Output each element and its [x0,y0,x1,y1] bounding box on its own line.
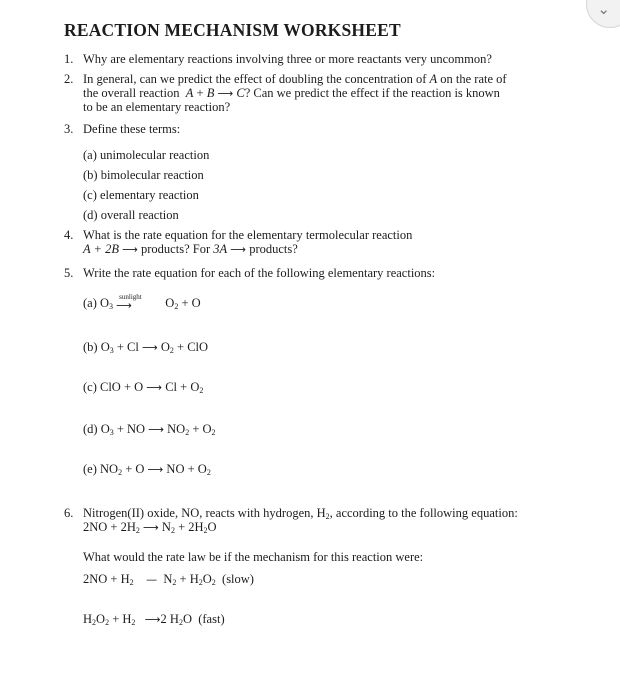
question-6-line-1: Nitrogen(II) oxide, NO, reacts with hydrogen, $H_2$, according to the following equation: [83,506,518,521]
chevron-down-icon[interactable]: ⌄ [597,0,610,18]
question-3-number: 3. [64,122,74,136]
question-5-number: 5. [64,266,74,280]
page-title: REACTION MECHANISM WORKSHEET [64,20,401,40]
mechanism-step-2: $H_2O_2 + H_2$ ⟶2 $H_2O$ (fast) [83,612,225,627]
question-1-number: 1. [64,52,74,66]
reaction-c: (c) ClO + O ⟶ $Cl + O_2$ [83,380,204,395]
reaction-b: (b) $O_3 + Cl$ ⟶ $O_2$ + ClO [83,340,209,355]
question-6-equation: $2NO + 2H_2$ ⟶ $N_2 + 2H_2O$ [83,520,217,535]
question-2-line-2: the overall reaction A + B ⟶ C? Can we predict the effect if the reaction is known [83,86,500,100]
reaction-arrow: ⟶ [230,243,247,256]
reaction-d: (d) $O_3$ + NO ⟶ $NO_2 + O_2$ [83,422,216,437]
sunlight-label: sunlight [119,293,142,302]
question-2-number: 2. [64,72,74,86]
question-6-mechanism-question: What would the rate law be if the mechanism for this reaction were: [83,550,424,564]
question-2-line-3: to be an elementary reaction? [83,100,231,114]
reaction-arrow: ⟶ [116,299,131,313]
question-5-text: Write the rate equation for each of the following elementary reactions: [83,266,436,280]
term-overall: (d) overall reaction [83,208,179,222]
reaction-arrow: ⟶ [122,243,138,256]
term-elementary: (c) elementary reaction [83,188,199,202]
question-4-line-2: A + 2B ⟶ products? For 3A ⟶ products? [83,242,298,256]
question-2-line-1: In general, can we predict the effect of doubling the concentration of A on the rate of [83,72,507,86]
term-unimolecular: (a) unimolecular reaction [83,148,210,162]
term-bimolecular: (b) bimolecular reaction [83,168,204,182]
question-3-text: Define these terms: [83,122,181,136]
reaction-a: (a) $O_3$ sunlight ⟶ $O_2 + O$ [83,296,201,310]
reaction-arrow: ⟶ [217,87,234,100]
question-1-text: Why are elementary reactions involving three or more reactants very uncommon? [83,52,492,66]
mechanism-step-1: $2NO + H_2$ — $N_2 + H_2O_2$ (slow) [83,572,254,587]
question-4-number: 4. [64,228,74,242]
question-4-line-1: What is the rate equation for the elementary termolecular reaction [83,228,413,242]
reaction-e: (e) $NO_2 + O$ ⟶ NO + $O_2$ [83,462,211,477]
question-6-number: 6. [64,506,74,520]
